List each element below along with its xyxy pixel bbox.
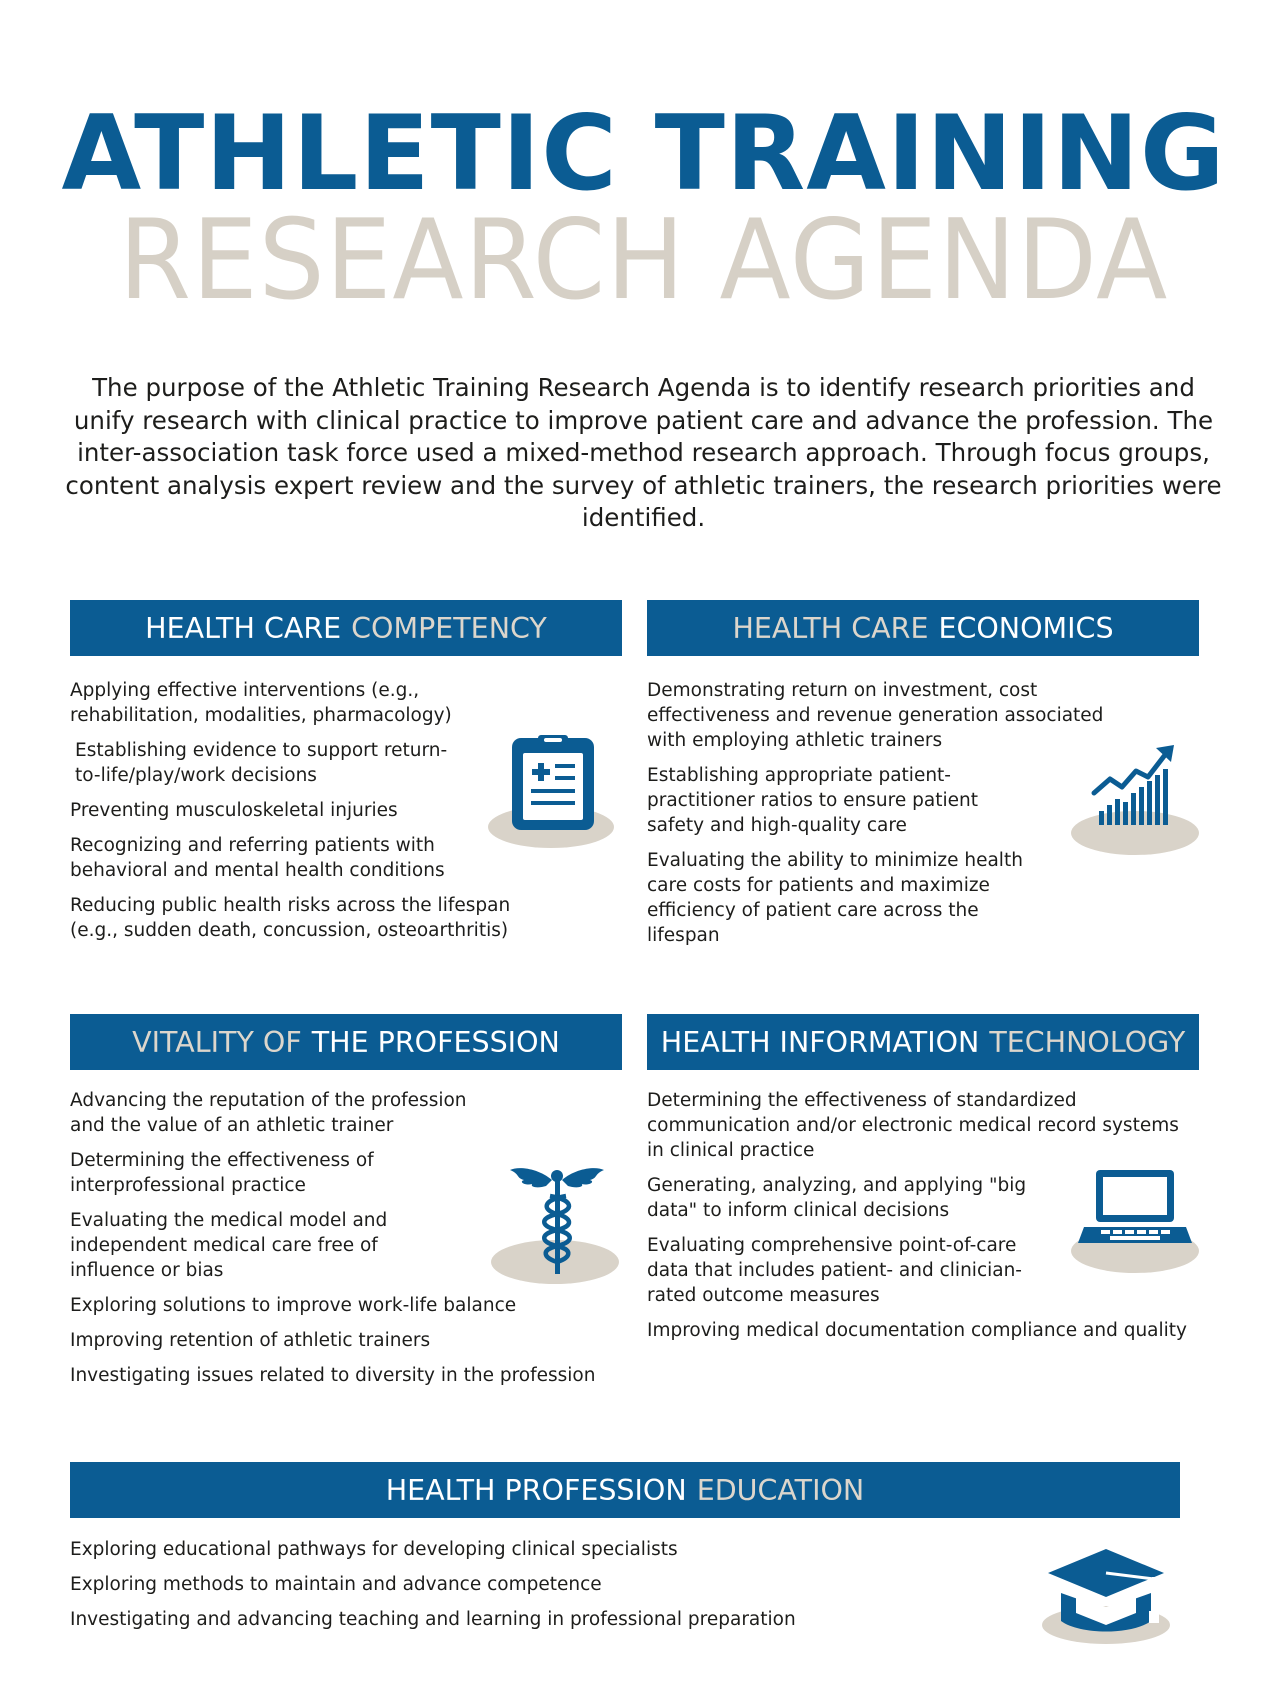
heading-light: COMPETENCY: [351, 611, 547, 645]
list-item: Determining the effectiveness of standardized communication and/or electronic medical record systems in clinical practice: [647, 1090, 1179, 1161]
list-item: Recognizing and referring patients with behavioral and mental health conditions: [70, 835, 445, 881]
section-heading-economics: [647, 600, 1199, 656]
list-item: Reducing public health risks across the lifespan (e.g., sudden death, concussion, osteoarthritis): [70, 895, 511, 941]
list-item: Exploring solutions to improve work-life balance: [70, 1295, 517, 1316]
title-line-2: RESEARCH AGENDA: [118, 195, 1169, 325]
heading-light: EDUCATION: [696, 1473, 865, 1507]
list-item: Demonstrating return on investment, cost effectiveness and revenue generation associated with employing athletic trainers: [647, 680, 1104, 751]
heading-strong: THE PROFESSION: [311, 1025, 560, 1059]
medical-chart-icon: [488, 735, 614, 850]
list-item: Establishing appropriate patient-practitioner ratios to ensure patient safety and high-quality care: [647, 765, 978, 836]
list-item: Evaluating comprehensive point-of-care data that includes patient- and clinician-rated outcome measures: [647, 1235, 1022, 1306]
heading-strong: HEALTH PROFESSION: [385, 1473, 687, 1507]
economics-list: [647, 678, 1117, 958]
list-item: Evaluating the ability to minimize health care costs for patients and maximize efficiency of patient care across the lifespan: [647, 850, 1023, 946]
growth-chart-icon: [1070, 745, 1200, 857]
heading-strong: HEALTH INFORMATION: [660, 1025, 980, 1059]
section-heading-hit: [647, 1014, 1199, 1070]
title-line-1: ATHLETIC TRAINING: [61, 94, 1226, 214]
list-item: Improving retention of athletic trainers: [70, 1330, 431, 1351]
list-item: Investigating and advancing teaching and learning in professional preparation: [70, 1609, 796, 1630]
heading-strong: HEALTH CARE: [145, 611, 342, 645]
list-item: Evaluating the medical model and independent medical care free of influence or bias: [70, 1210, 388, 1281]
list-item: Applying effective interventions (e.g., rehabilitation, modalities, pharmacology): [70, 680, 452, 726]
list-item: Determining the effectiveness of interprofessional practice: [70, 1150, 374, 1196]
competency-list: [70, 678, 540, 953]
list-item: Advancing the reputation of the profession and the value of an athletic trainer: [70, 1090, 467, 1136]
section-heading-education: [70, 1462, 1180, 1518]
caduceus-icon: [490, 1160, 620, 1285]
list-item: Investigating issues related to diversity in the profession: [70, 1365, 596, 1386]
heading-light: VITALITY OF: [132, 1025, 302, 1059]
heading-strong: ECONOMICS: [938, 611, 1114, 645]
section-heading-competency: [70, 600, 622, 656]
intro-paragraph: The purpose of the Athletic Training Research Agenda is to identify research priorities and unify research with clinical practice to improve patient care and advance the profession. The inter-association task force used a mixed-method research approach. Through focus groups, content analysis expert review and the survey of athletic trainers, the research priorities were identified.: [65, 373, 1222, 532]
list-item: Preventing musculoskeletal injuries: [70, 800, 398, 821]
list-item: Generating, analyzing, and applying "big data" to inform clinical decisions: [647, 1175, 1027, 1221]
list-item: Exploring educational pathways for developing clinical specialists: [70, 1539, 678, 1560]
list-item: Exploring methods to maintain and advance competence: [70, 1574, 602, 1595]
education-list: [70, 1537, 970, 1642]
heading-light: TECHNOLOGY: [989, 1025, 1186, 1059]
section-heading-vitality: [70, 1014, 622, 1070]
laptop-icon: [1070, 1165, 1200, 1275]
graduation-cap-icon: [1040, 1545, 1175, 1645]
list-item: Improving medical documentation compliance and quality: [647, 1320, 1187, 1341]
heading-light: HEALTH CARE: [732, 611, 929, 645]
list-item: Establishing evidence to support return-to-life/play/work decisions: [75, 740, 448, 786]
